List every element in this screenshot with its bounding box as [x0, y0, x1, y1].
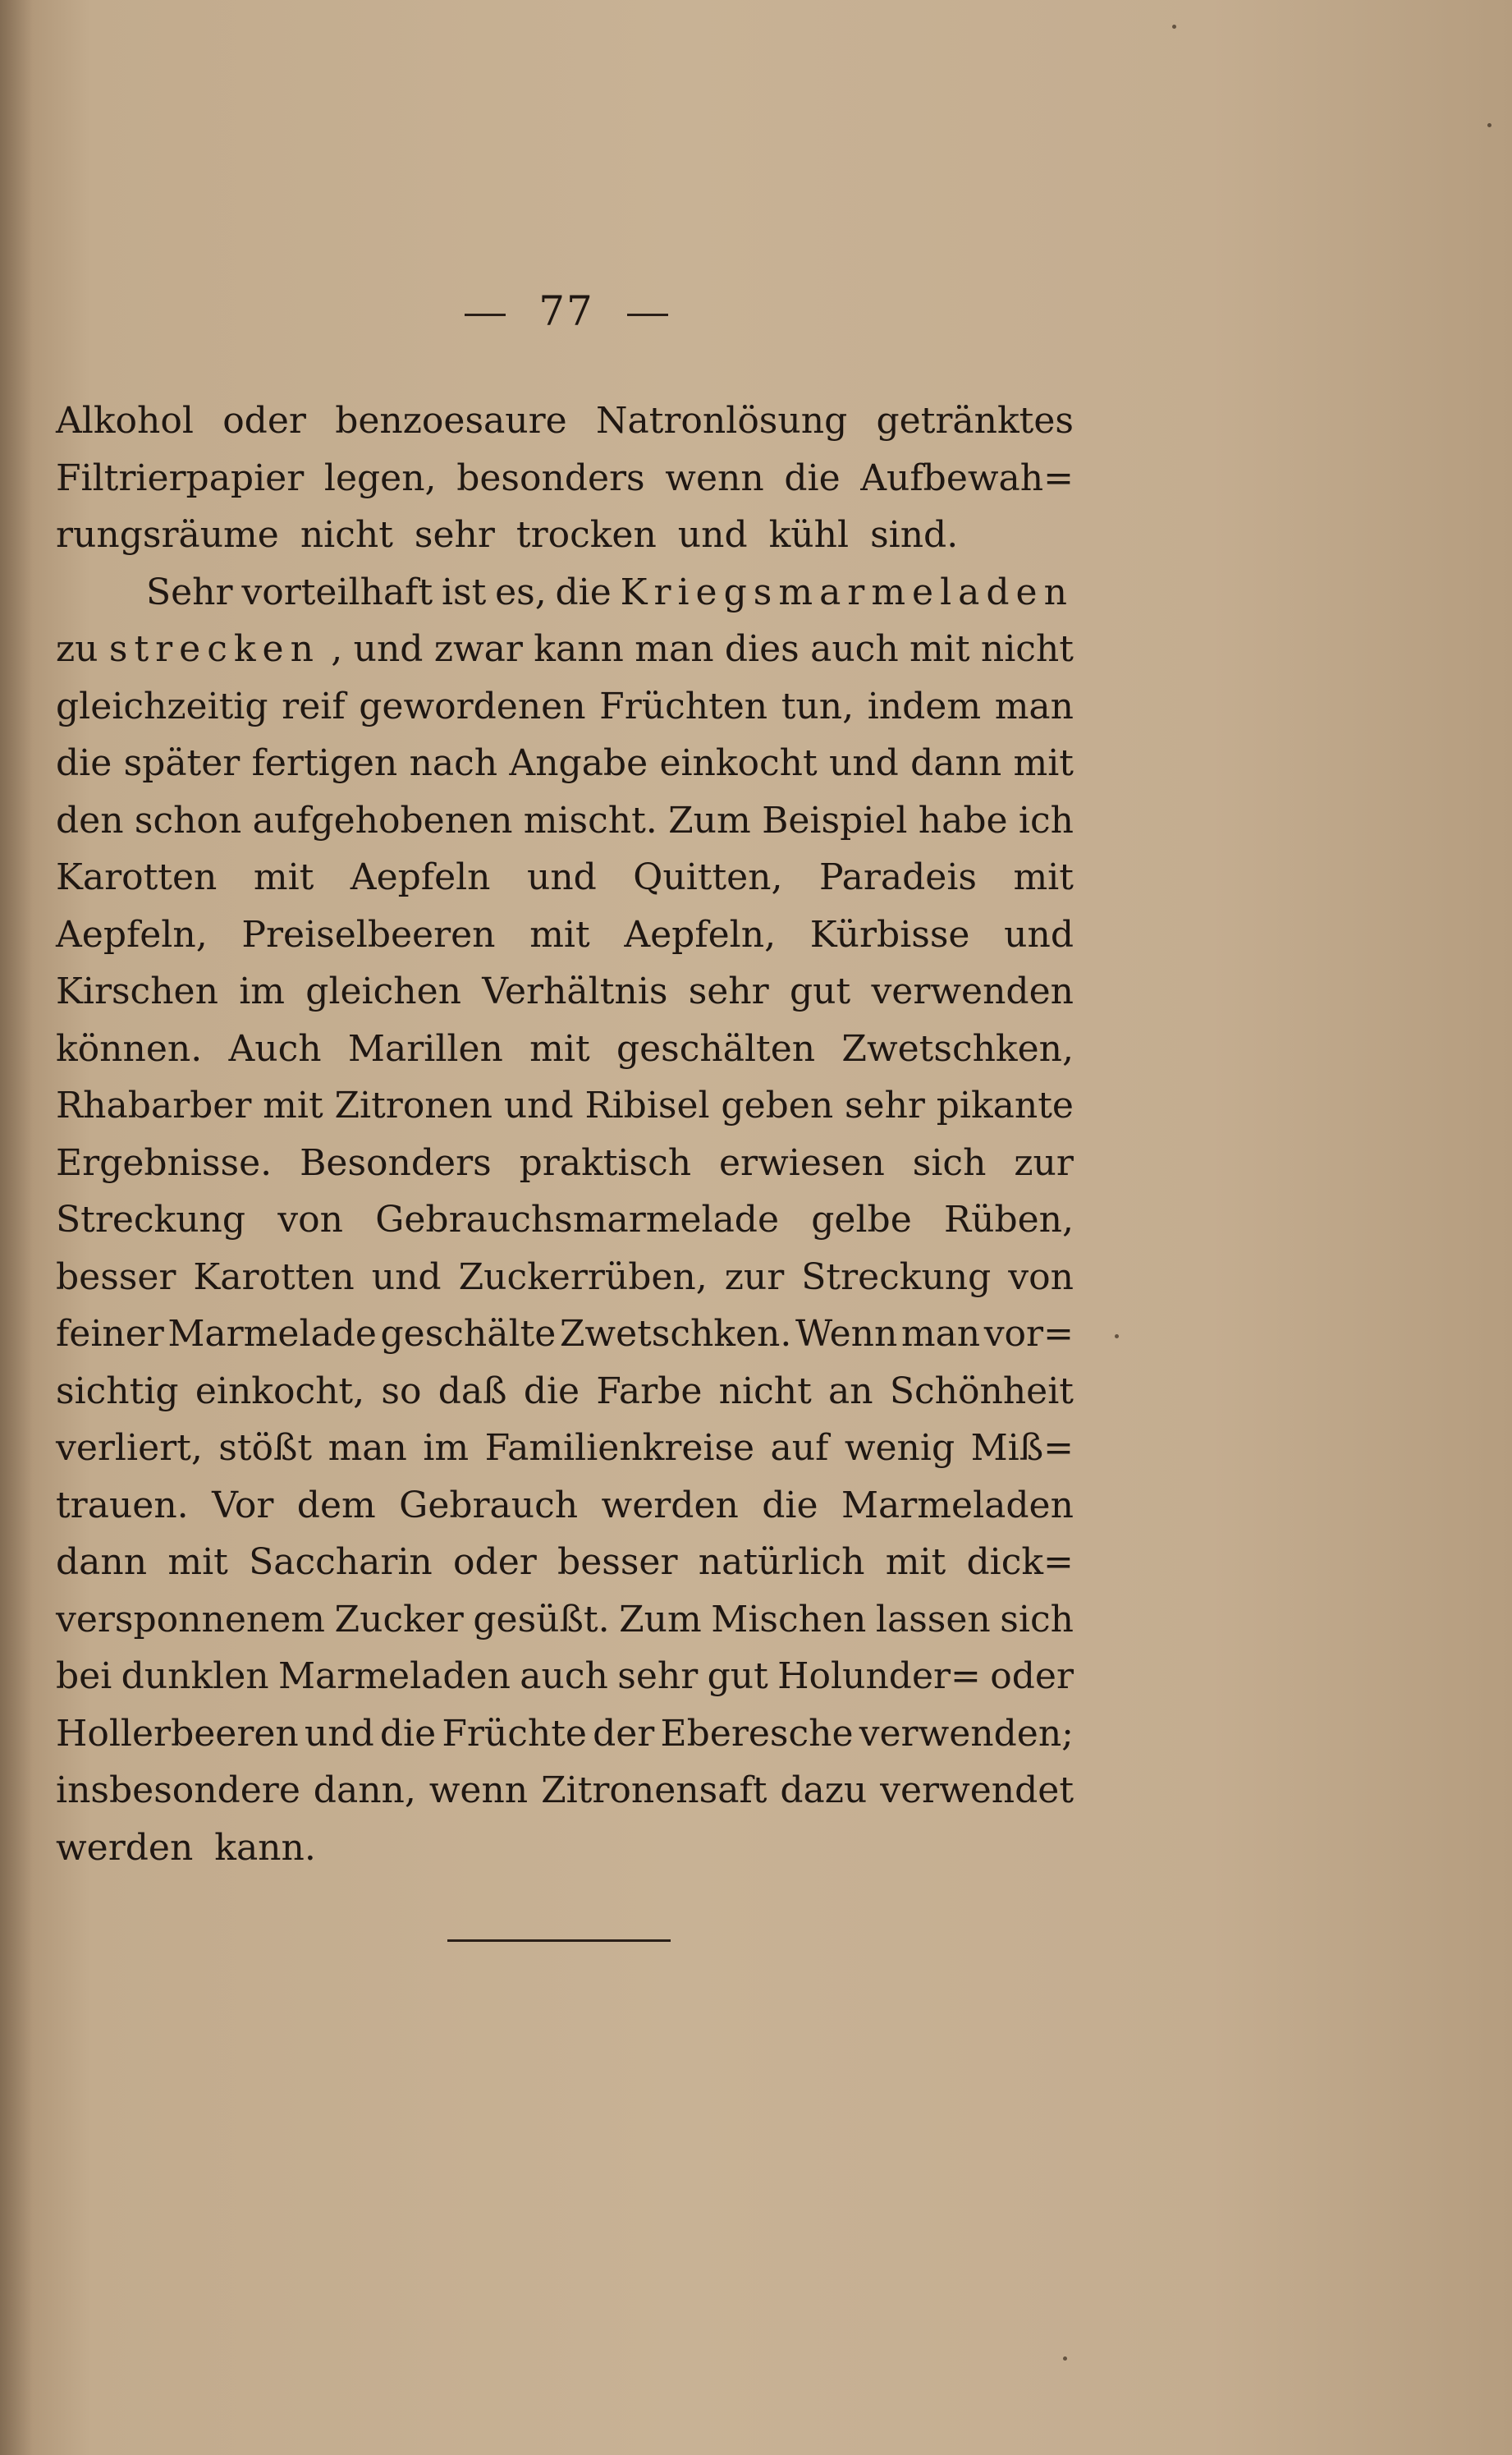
word: Beispiel — [762, 799, 908, 842]
word: Schönheit — [889, 1370, 1074, 1412]
word: nicht — [718, 1370, 812, 1412]
word: rungsräume — [56, 514, 279, 556]
page-number: 77 — [538, 287, 594, 335]
word: Wenn — [795, 1313, 898, 1355]
word: und — [677, 514, 748, 556]
word: dann — [910, 742, 1002, 784]
word: sehr — [688, 971, 769, 1012]
word: Aepfeln, — [56, 913, 208, 956]
word: sind. — [870, 514, 959, 556]
word: mit — [909, 628, 970, 670]
word: geschälten — [616, 1027, 816, 1070]
word: Aufbewah= — [860, 457, 1074, 499]
word: und — [1004, 913, 1074, 956]
word: nicht — [300, 514, 393, 556]
text-line — [56, 1306, 1074, 1363]
text-line — [56, 507, 1074, 564]
word: die — [379, 1712, 437, 1755]
word: kühl — [768, 514, 850, 556]
word: im — [239, 971, 285, 1012]
word: im — [423, 1427, 470, 1469]
word: einkocht — [659, 742, 818, 784]
word: Rhabarber — [56, 1085, 252, 1127]
word: mit — [885, 1541, 946, 1583]
word: Ergebnisse. — [56, 1141, 273, 1184]
word: sehr — [844, 1085, 925, 1127]
text-line — [56, 963, 1074, 1021]
word: oder — [990, 1655, 1074, 1697]
word: Vor — [212, 1484, 274, 1526]
word: Kirschen — [56, 971, 218, 1012]
word: man — [900, 1313, 981, 1355]
text-line — [56, 1477, 1074, 1535]
word: mit — [1013, 856, 1074, 898]
word: indem — [867, 685, 982, 727]
paper-speck — [1063, 2356, 1067, 2361]
word: gut — [707, 1655, 768, 1697]
word: Preiselbeeren — [241, 913, 496, 956]
word: oder — [222, 400, 306, 442]
word: geschälte — [380, 1313, 557, 1355]
word: dazu — [780, 1769, 868, 1811]
text-line — [56, 1534, 1074, 1591]
paper-speck — [1172, 25, 1176, 29]
word: können. — [56, 1027, 203, 1070]
word: Zum — [619, 1598, 702, 1640]
word: insbesondere — [56, 1769, 300, 1811]
page-edge-shadow — [0, 0, 33, 2455]
word: man — [994, 685, 1074, 727]
word: gelbe — [811, 1199, 912, 1241]
word: auch — [810, 628, 899, 670]
word: auf — [770, 1427, 829, 1469]
word: natürlich — [698, 1541, 865, 1583]
text-line — [56, 678, 1074, 736]
word: verwendet — [880, 1769, 1074, 1811]
word: werden — [601, 1484, 739, 1526]
word: gewordenen — [359, 685, 586, 727]
text-line — [56, 450, 1074, 507]
word: oder — [453, 1541, 537, 1583]
word: nach — [409, 742, 498, 784]
word: Streckung — [801, 1255, 992, 1298]
word: Familienkreise — [484, 1427, 755, 1469]
body-text — [56, 392, 1074, 1876]
word: dunklen — [121, 1655, 269, 1697]
text-line — [56, 1819, 1074, 1877]
text-line — [56, 906, 1074, 964]
word: und — [304, 1712, 374, 1755]
word: mischt. — [523, 799, 657, 842]
text-line — [56, 621, 1074, 678]
text-line — [56, 1363, 1074, 1420]
word: Angabe — [509, 742, 648, 784]
word: dies — [724, 628, 800, 670]
word: habe — [918, 799, 1008, 842]
page-number-dash-right — [627, 314, 668, 316]
word: Karotten — [56, 856, 218, 898]
word: stößt — [218, 1427, 313, 1469]
word: Marmeladen — [841, 1484, 1074, 1526]
word: Ribisel — [584, 1085, 710, 1127]
word: Miß= — [970, 1427, 1074, 1469]
word: die — [56, 742, 112, 784]
text-line — [56, 1591, 1074, 1649]
word: praktisch — [519, 1141, 692, 1184]
word: und — [503, 1085, 574, 1127]
word: von — [277, 1199, 343, 1241]
word: schon — [134, 799, 242, 842]
word: den — [56, 799, 124, 842]
word: dick= — [966, 1541, 1074, 1583]
text-line — [56, 1135, 1074, 1192]
word: besonders — [456, 457, 645, 499]
word: sich — [1000, 1598, 1074, 1640]
text-line — [56, 1077, 1074, 1135]
word: geben — [721, 1085, 834, 1127]
word: reif — [282, 685, 346, 727]
word: Früchten — [599, 685, 768, 727]
word: gesüßt. — [473, 1598, 610, 1640]
word: und — [526, 856, 597, 898]
word: zwar — [433, 628, 523, 670]
word: Gebrauchsmarmelade — [375, 1199, 780, 1241]
word: Farbe — [596, 1370, 703, 1412]
word: Rüben, — [944, 1199, 1074, 1241]
word: und — [371, 1255, 442, 1298]
word: Früchte — [442, 1712, 587, 1755]
text-line — [56, 1705, 1074, 1763]
word: lassen — [875, 1598, 991, 1640]
word: Marmeladen — [277, 1655, 511, 1697]
word: die — [523, 1370, 580, 1412]
word: sichtig — [56, 1370, 179, 1412]
word: besser — [557, 1541, 678, 1583]
word: bei — [56, 1655, 112, 1697]
word: vorteilhaft — [241, 571, 433, 613]
word: trauen. — [56, 1484, 189, 1526]
paper-speck — [1487, 123, 1491, 127]
word: verwenden — [871, 971, 1074, 1012]
word: wenig — [844, 1427, 955, 1469]
text-line — [56, 1762, 1074, 1819]
word: die — [555, 571, 612, 613]
word: versponnenem — [56, 1598, 325, 1640]
paper-speck — [1115, 1334, 1119, 1338]
word: strecken — [108, 628, 320, 670]
word: Mischen — [711, 1598, 867, 1640]
word: getränktes — [876, 400, 1074, 442]
word: pikante — [936, 1085, 1074, 1127]
word: legen, — [323, 457, 437, 499]
word: kann — [534, 628, 624, 670]
text-line — [56, 1191, 1074, 1249]
word: ist — [441, 571, 487, 613]
text-line — [56, 392, 1074, 450]
word: Zitronensaft — [541, 1769, 767, 1811]
word: Filtrierpapier — [56, 457, 305, 499]
word: kann. — [214, 1826, 316, 1869]
word: gleichen — [305, 971, 461, 1012]
word: Alkohol — [56, 400, 194, 442]
word: Gebrauch — [399, 1484, 579, 1526]
word: werden — [56, 1826, 194, 1869]
word: Zwetschken. — [559, 1313, 792, 1355]
word: der — [593, 1712, 655, 1755]
word: nicht — [980, 628, 1074, 670]
page-number-dash-left — [465, 314, 506, 316]
word: später — [123, 742, 241, 784]
word: es, — [495, 571, 547, 613]
word: Paradeis — [818, 856, 977, 898]
word: besser — [56, 1255, 176, 1298]
word: wenn — [665, 457, 764, 499]
word: vor= — [983, 1313, 1074, 1355]
word: dann, — [313, 1769, 416, 1811]
word: einkocht, — [195, 1370, 365, 1412]
word: Aepfeln, — [624, 913, 777, 956]
word: mit — [263, 1085, 323, 1127]
word: Marmelade — [167, 1313, 377, 1355]
word: und — [829, 742, 899, 784]
text-line — [56, 735, 1074, 792]
word: man — [328, 1427, 407, 1469]
word: feiner — [56, 1313, 164, 1355]
word: so — [381, 1370, 422, 1412]
word: benzoesaure — [335, 400, 567, 442]
word: mit — [529, 913, 590, 956]
word: , — [331, 628, 343, 670]
word: Zwetschken, — [841, 1027, 1074, 1070]
word: Zum — [668, 799, 751, 842]
word: sehr — [617, 1655, 699, 1697]
word: Natronlösung — [595, 400, 848, 442]
word: aufgehobenen — [252, 799, 513, 842]
word: fertigen — [251, 742, 398, 784]
word: Eberesche — [660, 1712, 854, 1755]
word: Sehr — [146, 571, 233, 613]
word: Kriegsmarmeladen — [620, 571, 1074, 613]
word: gleichzeitig — [56, 685, 268, 727]
word: an — [828, 1370, 873, 1412]
word: verliert, — [56, 1427, 203, 1469]
text-line — [56, 1249, 1074, 1306]
word: Besonders — [300, 1141, 492, 1184]
word: ich — [1018, 799, 1074, 842]
word: wenn — [428, 1769, 529, 1811]
word: mit — [1013, 742, 1074, 784]
word: Kürbisse — [809, 913, 970, 956]
word: Holunder= — [777, 1655, 981, 1697]
word: mit — [253, 856, 314, 898]
word: und — [353, 628, 424, 670]
word: von — [1008, 1255, 1074, 1298]
text-line — [56, 564, 1074, 622]
word: mit — [529, 1027, 590, 1070]
word: sich — [912, 1141, 987, 1184]
word: trocken — [515, 514, 657, 556]
word: Quitten, — [633, 856, 783, 898]
word: Zitronen — [334, 1085, 493, 1127]
word: tun, — [781, 685, 855, 727]
text-line — [56, 849, 1074, 906]
word: die — [784, 457, 841, 499]
word: Streckung — [56, 1199, 246, 1241]
word: Karotten — [193, 1255, 355, 1298]
text-line — [56, 1420, 1074, 1477]
word: Aepfeln — [350, 856, 491, 898]
word: zu — [56, 628, 99, 670]
word: dem — [296, 1484, 376, 1526]
word: die — [762, 1484, 818, 1526]
word: Zuckerrüben, — [458, 1255, 708, 1298]
word: sehr — [414, 514, 495, 556]
word: erwiesen — [719, 1141, 885, 1184]
text-line — [56, 792, 1074, 850]
word: gut — [789, 971, 851, 1012]
word: auch — [520, 1655, 608, 1697]
word: zur — [724, 1255, 785, 1298]
word: Hollerbeeren — [56, 1712, 299, 1755]
word: Auch — [228, 1027, 322, 1070]
word: daß — [438, 1370, 507, 1412]
word: zur — [1014, 1141, 1074, 1184]
section-end-rule — [447, 1939, 671, 1942]
page-number-header — [0, 287, 1133, 335]
word: mit — [167, 1541, 228, 1583]
word: Marillen — [347, 1027, 503, 1070]
text-line — [56, 1021, 1074, 1078]
word: Verhältnis — [482, 971, 668, 1012]
word: Saccharin — [249, 1541, 433, 1583]
word: dann — [56, 1541, 148, 1583]
word: Zucker — [334, 1598, 464, 1640]
text-line — [56, 1648, 1074, 1705]
word: man — [635, 628, 714, 670]
word: verwenden; — [859, 1712, 1074, 1755]
